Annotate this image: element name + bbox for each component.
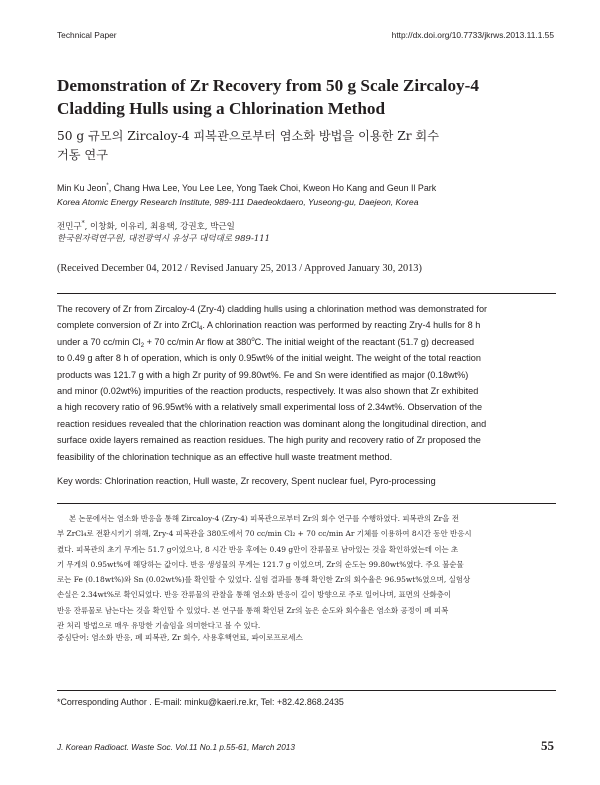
divider-top bbox=[57, 293, 556, 294]
korean-lead-author: 전민구 bbox=[57, 221, 82, 232]
page-number: 55 bbox=[541, 738, 554, 753]
journal-citation: J. Korean Radioact. Waste Soc. Vol.11 No.1 p.55-61, March 2013 bbox=[57, 743, 295, 752]
korean-abstract-line: 손실은 2.34wt%로 확인되었다. 반응 잔류물의 관찰을 통해 염소화 반응이 길이 방향으로 주로 일어나며, 표면의 산화층이 bbox=[57, 590, 452, 600]
abstract-line: to 0.49 g after 8 h of operation, which is only 0.95wt% of the initial weight. The weight of the total reaction bbox=[57, 353, 481, 364]
korean-title bbox=[57, 127, 557, 165]
korean-title-line-2: 거동 연구 bbox=[57, 148, 108, 162]
author-list bbox=[57, 180, 557, 195]
footnote-divider bbox=[57, 690, 556, 691]
korean-abstract-line: 부 ZrCl₄로 전환시키기 위해, Zry-4 피복관을 380도에서 70 cc/min Cl₂ + 70 cc/min Ar 기체를 이용하여 8시간 동안 반응시 bbox=[57, 529, 472, 539]
abstract-line: a high recovery ratio of 96.95wt% with a relatively small experimental loss of 2.34wt%. Observation of the bbox=[57, 402, 483, 413]
corresponding-mark: * bbox=[106, 183, 109, 189]
abstract-line: surface oxide layers remained as reaction residues. The high purity and recovery ratio of Zr proposed the bbox=[57, 435, 481, 446]
abstract-line: complete conversion of Zr into ZrCl$_4$. A chlorination reaction was performed by reacting Zry-4 hulls for 8 h bbox=[57, 320, 481, 333]
korean-title-line-1: 50 g 규모의 Zircaloy-4 피복관으로부터 염소화 방법을 이용한 Zr 회수 bbox=[57, 129, 439, 143]
abstract bbox=[57, 301, 557, 465]
korean-affiliation: 한국원자력연구원, 대전광역시 유성구 대덕대로 989-111 bbox=[57, 234, 271, 244]
korean-abstract bbox=[57, 511, 557, 633]
article-type: Technical Paper bbox=[57, 30, 117, 40]
korean-co-authors: , 이창화, 이유리, 최용택, 강권호, 박근일 bbox=[84, 221, 235, 232]
received-dates: (Received December 04, 2012 / Revised January 25, 2013 / Approved January 30, 2013) bbox=[57, 263, 422, 274]
korean-abstract-line: 켰다. 피복관의 초기 무게는 51.7 g이었으나, 8 시간 반응 후에는 0.49 g만이 잔류물로 남아있는 것을 확인하였는데 이는 초 bbox=[57, 544, 459, 554]
abstract-line: products was 121.7 g with a high Zr purity of 99.80wt%. Fe and Sn were identified as major (0.18wt%) bbox=[57, 369, 469, 380]
corresponding-author-note: *Corresponding Author . E-mail: minku@kaeri.re.kr, Tel: +82.42.868.2435 bbox=[57, 697, 344, 707]
co-authors: , Chang Hwa Lee, You Lee Lee, Yong Taek Choi, Kweon Ho Kang and Geun Il Park bbox=[108, 182, 437, 193]
divider-middle bbox=[57, 503, 556, 504]
paper-title bbox=[57, 74, 557, 120]
korean-abstract-line: 본 논문에서는 염소화 반응을 통해 Zircaloy-4 (Zry-4) 피복관으로부터 Zr의 회수 연구를 수행하였다. 피복관의 Zr을 전 bbox=[69, 514, 459, 523]
title-line-1: Demonstration of Zr Recovery from 50 g Scale Zircaloy-4 bbox=[57, 76, 479, 95]
korean-keywords: 중심단어: 염소화 반응, 폐 피복관, Zr 회수, 사용후핵연료, 파이로프로세스 bbox=[57, 633, 303, 642]
abstract-line: feasibility of the chlorination technique as an effective hull waste treatment method. bbox=[57, 451, 393, 462]
abstract-line: The recovery of Zr from Zircaloy-4 (Zry-4) cladding hulls using a chlorination method was demonstrated for bbox=[57, 304, 488, 314]
lead-author: Min Ku Jeon bbox=[57, 182, 107, 193]
abstract-line: and minor (0.02wt%) impurities of the reaction products, respectively. It was also shown that Zr exhibited bbox=[57, 386, 479, 397]
korean-abstract-line: 반응 잔류물로 남는다는 것을 확인할 수 있었다. 본 연구를 통해 확인된 Zr의 높은 순도와 회수율은 염소화 공정이 폐 피복 bbox=[57, 605, 449, 615]
korean-corresponding-mark: * bbox=[81, 220, 85, 227]
keywords: Key words: Chlorination reaction, Hull waste, Zr recovery, Spent nuclear fuel, Pyro-processing bbox=[57, 476, 436, 486]
korean-abstract-line: 기 무게의 0.95wt%에 해당하는 값이다. 반응 생성물의 무게는 121.7 g 이었으며, Zr의 순도는 99.80wt%였다. 주요 불순물 bbox=[57, 559, 464, 569]
abstract-line: reaction residues revealed that the chlorination reaction was dominant along the longitudinal direction, and bbox=[57, 418, 487, 429]
abstract-line: under a 70 cc/min $Cl_2 + 70$ cc/min Ar flow at 380$^o$C. The initial weight of the reactant (51.7 g) decreased bbox=[57, 336, 475, 349]
doi-link[interactable]: http://dx.doi.org/10.7733/jkrws.2013.11.1.55 bbox=[391, 30, 554, 40]
korean-abstract-line: 로는 Fe (0.18wt%)와 Sn (0.02wt%)를 확인할 수 있었다. 실험 결과를 통해 확인한 Zr의 회수율은 96.95wt%였으며, 실험상 bbox=[57, 575, 471, 585]
affiliation: Korea Atomic Energy Research Institute, 989-111 Daedeokdaero, Yuseong-gu, Daejeon, Korea bbox=[57, 197, 419, 207]
korean-author-list bbox=[57, 217, 557, 234]
korean-abstract-line: 관 처리 방법으로 매우 유망한 기술임을 의미한다고 볼 수 있다. bbox=[57, 621, 261, 631]
title-line-2: Cladding Hulls using a Chlorination Method bbox=[57, 99, 386, 118]
